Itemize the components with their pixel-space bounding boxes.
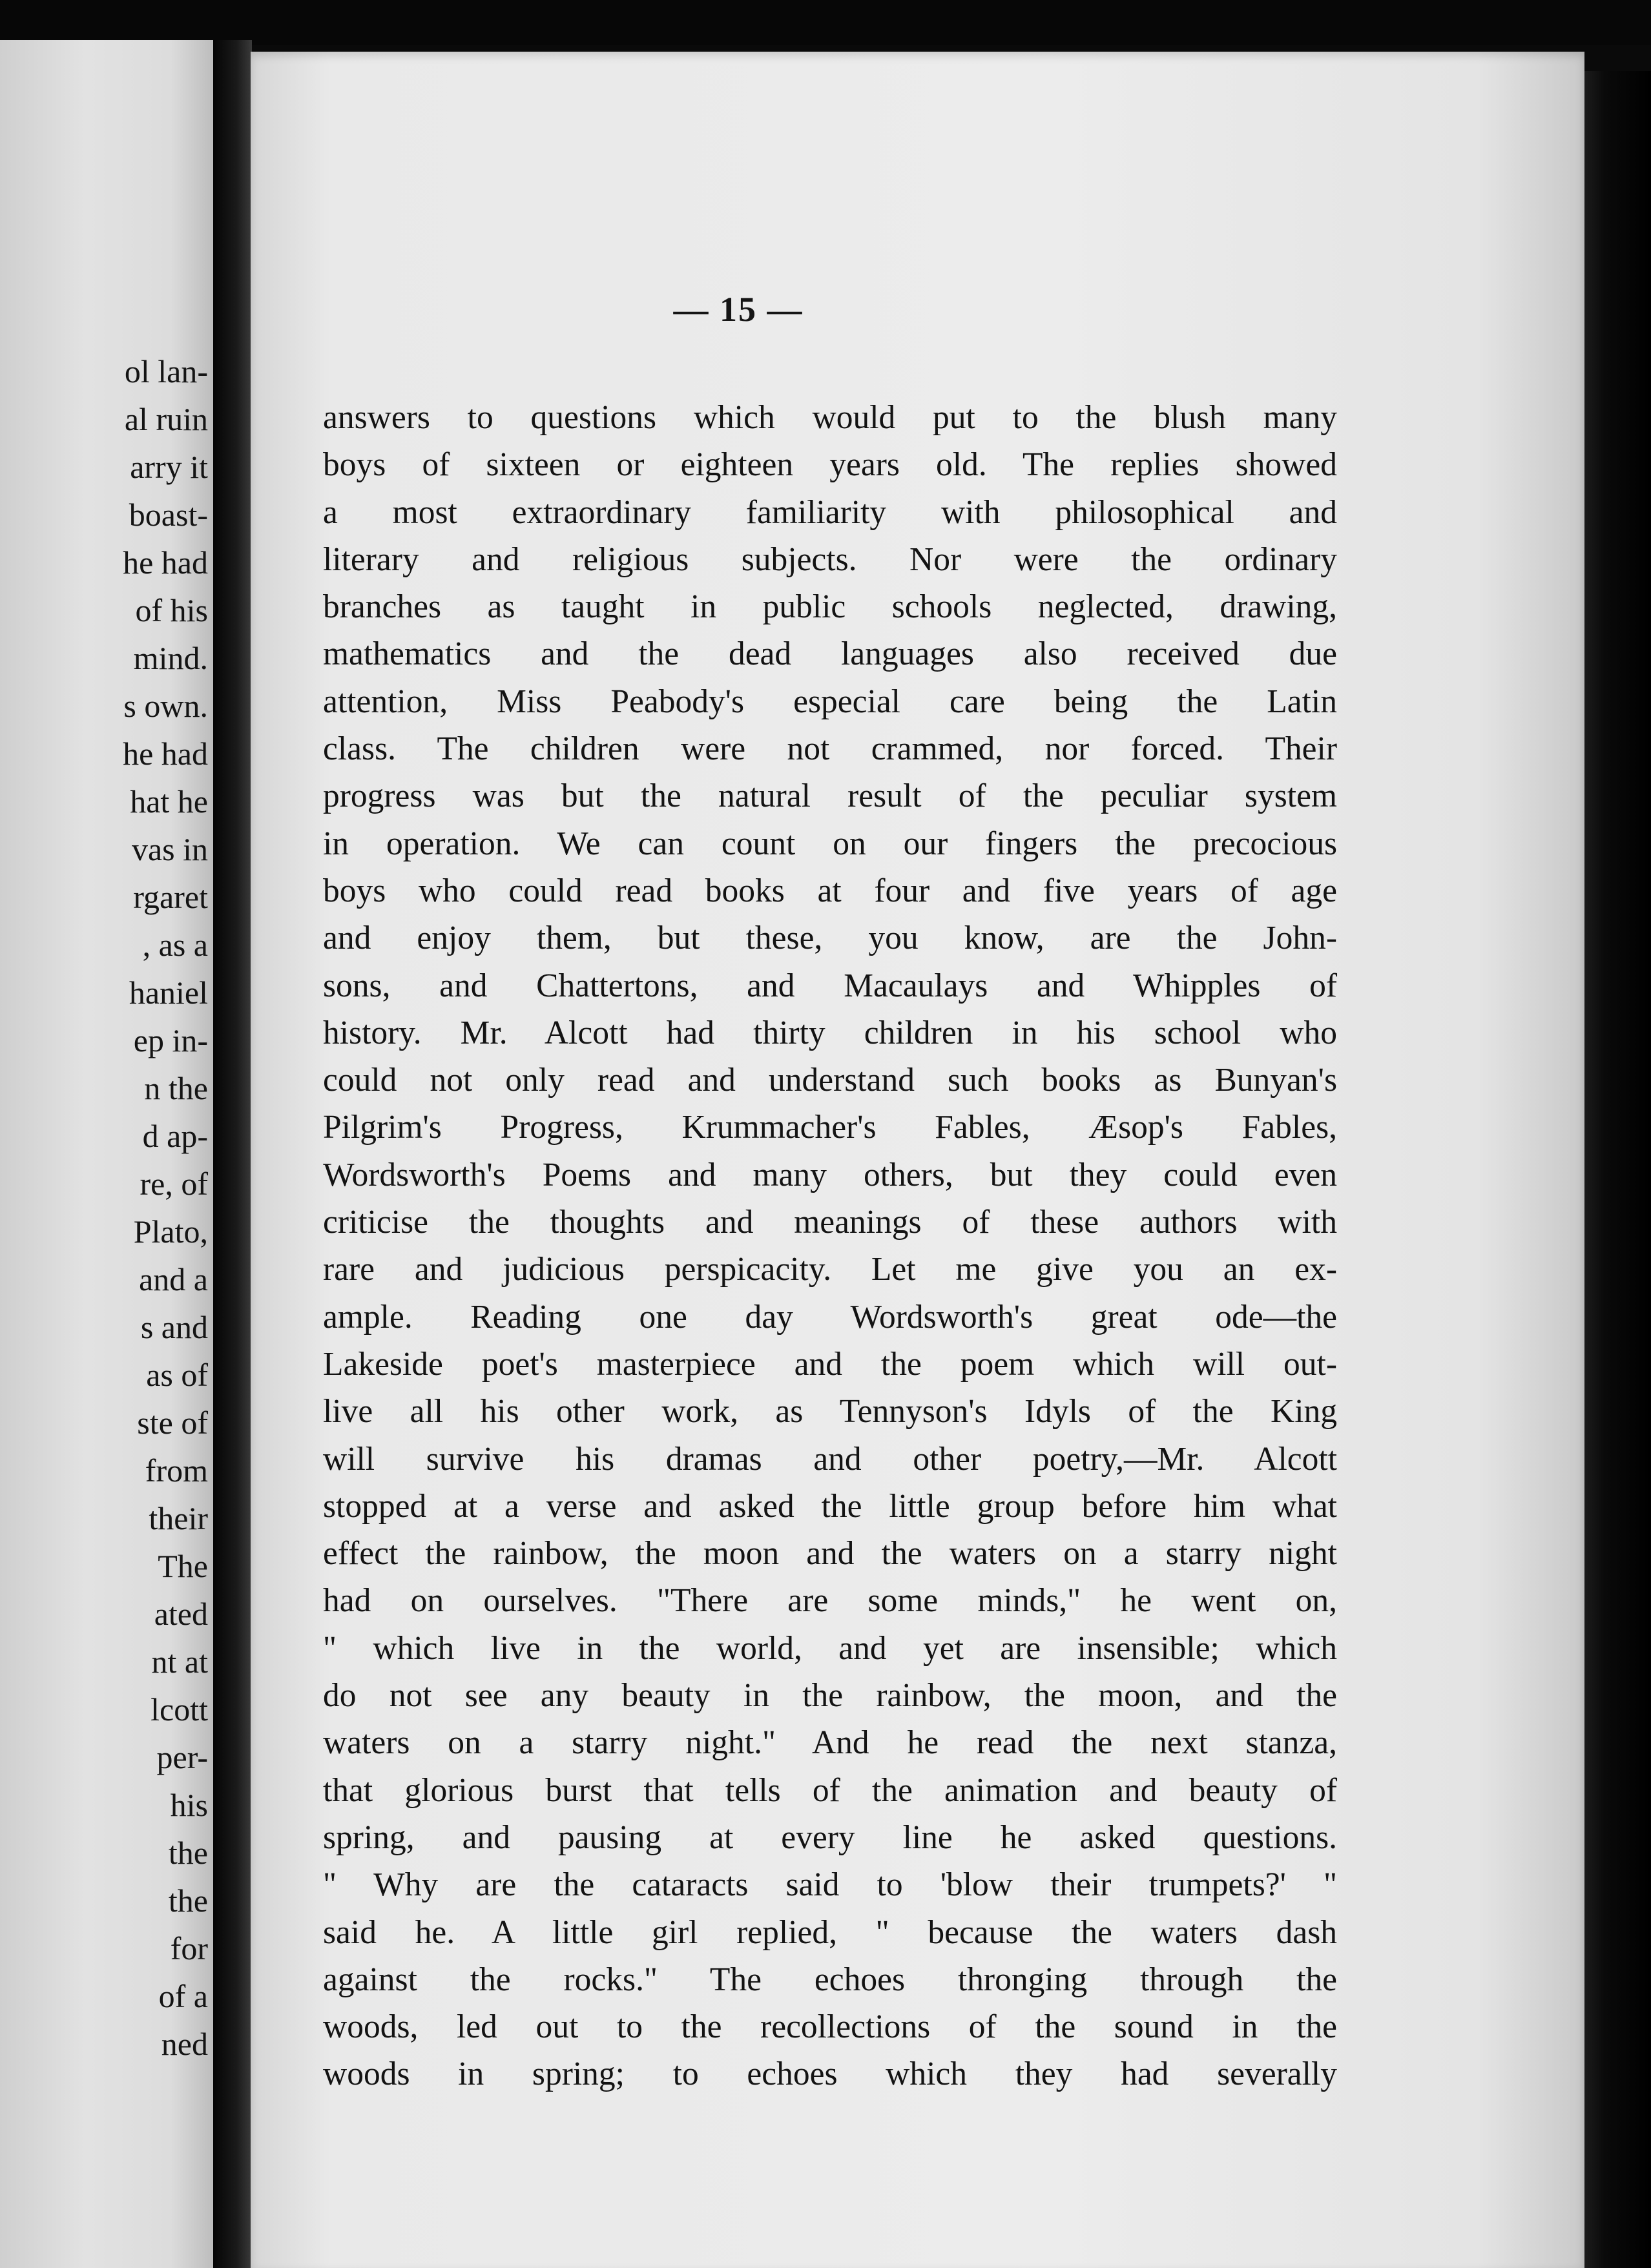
text-line: live all his other work, as Tennyson's Idyls of the King <box>323 1393 1337 1430</box>
left-page-line-fragment: his <box>170 1787 208 1823</box>
text-line: " which live in the world, and yet are insensible; which <box>323 1629 1337 1667</box>
left-page-line-fragment: for <box>170 1930 208 1966</box>
left-page-line-fragment: rgaret <box>133 879 208 915</box>
left-page-line-fragment: The <box>158 1548 208 1584</box>
left-page-line-fragment: he had <box>123 544 208 581</box>
left-page-line-fragment: their <box>149 1500 208 1536</box>
text-line: stopped at a verse and asked the little group before him what <box>323 1487 1337 1525</box>
text-line: against the rocks." The echoes thronging through the <box>323 1961 1337 1998</box>
text-line: Wordsworth's Poems and many others, but they could even <box>323 1156 1337 1193</box>
text-line: said he. A little girl replied, " because the waters dash <box>323 1913 1337 1951</box>
left-page-line-fragment: s own. <box>123 688 208 724</box>
left-page-line-fragment: of a <box>158 1978 208 2014</box>
text-line: progress was but the natural result of the peculiar system <box>323 778 1337 815</box>
left-page-line-fragment: of his <box>135 592 208 628</box>
left-page-line-fragment: d ap- <box>142 1118 208 1154</box>
text-line: branches as taught in public schools neglected, drawing, <box>323 588 1337 626</box>
text-line: ample. Reading one day Wordsworth's great ode—the <box>323 1298 1337 1335</box>
left-page-line-fragment: from <box>145 1452 208 1489</box>
scan-top-border <box>0 0 1651 45</box>
left-page-line-fragment: boast- <box>129 497 208 533</box>
left-page-line-fragment: al ruin <box>124 401 208 437</box>
left-page-line-fragment: ol lan- <box>124 353 208 389</box>
left-page-line-fragment: haniel <box>129 974 208 1011</box>
page-number: — 15 — <box>673 290 804 329</box>
text-line: answers to questions which would put to the blush many <box>323 399 1337 436</box>
text-line: Lakeside poet's masterpiece and the poem which will out- <box>323 1345 1337 1383</box>
text-line: history. Mr. Alcott had thirty children in his school who <box>323 1014 1337 1051</box>
left-page-line-fragment: as of <box>146 1357 208 1393</box>
scan-right-border <box>1584 71 1651 2268</box>
text-line: a most extraordinary familiarity with philosophical and <box>323 493 1337 531</box>
text-line: " Why are the cataracts said to 'blow their trumpets?' " <box>323 1866 1337 1904</box>
left-page-line-fragment: lcott <box>151 1691 208 1727</box>
left-page-line-fragment: n the <box>144 1070 208 1106</box>
left-page-line-fragment: arry it <box>130 449 208 485</box>
left-facing-page <box>0 40 213 2268</box>
text-line: do not see any beauty in the rainbow, the moon, and the <box>323 1677 1337 1715</box>
text-line: sons, and Chattertons, and Macaulays and Whipples of <box>323 967 1337 1004</box>
text-line: had on ourselves. "There are some minds," he went on, <box>323 1582 1337 1620</box>
left-page-line-fragment: mind. <box>133 640 208 676</box>
left-page-line-fragment: he had <box>123 736 208 772</box>
text-line: effect the rainbow, the moon and the waters on a starry night <box>323 1535 1337 1572</box>
text-line: boys of sixteen or eighteen years old. The replies showed <box>323 446 1337 484</box>
text-line: class. The children were not crammed, nor forced. Their <box>323 730 1337 768</box>
left-page-line-fragment: ned <box>161 2026 208 2062</box>
text-line: could not only read and understand such books as Bunyan's <box>323 1062 1337 1099</box>
text-line: that glorious burst that tells of the animation and beauty of <box>323 1771 1337 1809</box>
text-line: rare and judicious perspicacity. Let me give you an ex- <box>323 1251 1337 1288</box>
left-page-line-fragment: , as a <box>142 927 208 963</box>
text-line: attention, Miss Peabody's especial care being the Latin <box>323 683 1337 720</box>
text-line: and enjoy them, but these, you know, are the John- <box>323 920 1337 957</box>
body-text <box>323 394 1337 2098</box>
right-page <box>251 52 1584 2268</box>
left-page-line-fragment: the <box>168 1835 208 1871</box>
left-page-line-fragment: vas in <box>131 831 208 867</box>
text-line: will survive his dramas and other poetry,—Mr. Alcott <box>323 1440 1337 1478</box>
left-page-line-fragment: ep in- <box>133 1022 208 1058</box>
text-line: criticise the thoughts and meanings of these authors with <box>323 1204 1337 1241</box>
left-page-line-fragment: s and <box>140 1309 208 1345</box>
left-page-line-fragment: hat he <box>130 783 208 820</box>
left-page-text-fragments <box>123 347 208 2068</box>
text-line: Pilgrim's Progress, Krummacher's Fables, Æsop's Fables, <box>323 1109 1337 1146</box>
left-page-line-fragment: and a <box>139 1261 208 1297</box>
text-line: literary and religious subjects. Nor were the ordinary <box>323 541 1337 578</box>
text-line: woods in spring; to echoes which they had severally <box>323 2056 1337 2093</box>
left-page-line-fragment: ated <box>154 1596 208 1632</box>
text-line: in operation. We can count on our fingers the precocious <box>323 825 1337 862</box>
left-page-line-fragment: Plato, <box>133 1213 208 1250</box>
text-line: woods, led out to the recollections of the sound in the <box>323 2008 1337 2046</box>
left-page-line-fragment: nt at <box>151 1644 208 1680</box>
left-page-line-fragment: per- <box>156 1739 208 1775</box>
text-line: spring, and pausing at every line he asked questions. <box>323 1819 1337 1856</box>
text-line: boys who could read books at four and five years of age <box>323 872 1337 909</box>
text-line: mathematics and the dead languages also received due <box>323 635 1337 673</box>
left-page-line-fragment: ste of <box>137 1405 208 1441</box>
book-gutter-shadow <box>213 40 252 2268</box>
left-page-line-fragment: the <box>168 1882 208 1919</box>
text-line: waters on a starry night." And he read the next stanza, <box>323 1724 1337 1762</box>
left-page-line-fragment: re, of <box>140 1166 208 1202</box>
